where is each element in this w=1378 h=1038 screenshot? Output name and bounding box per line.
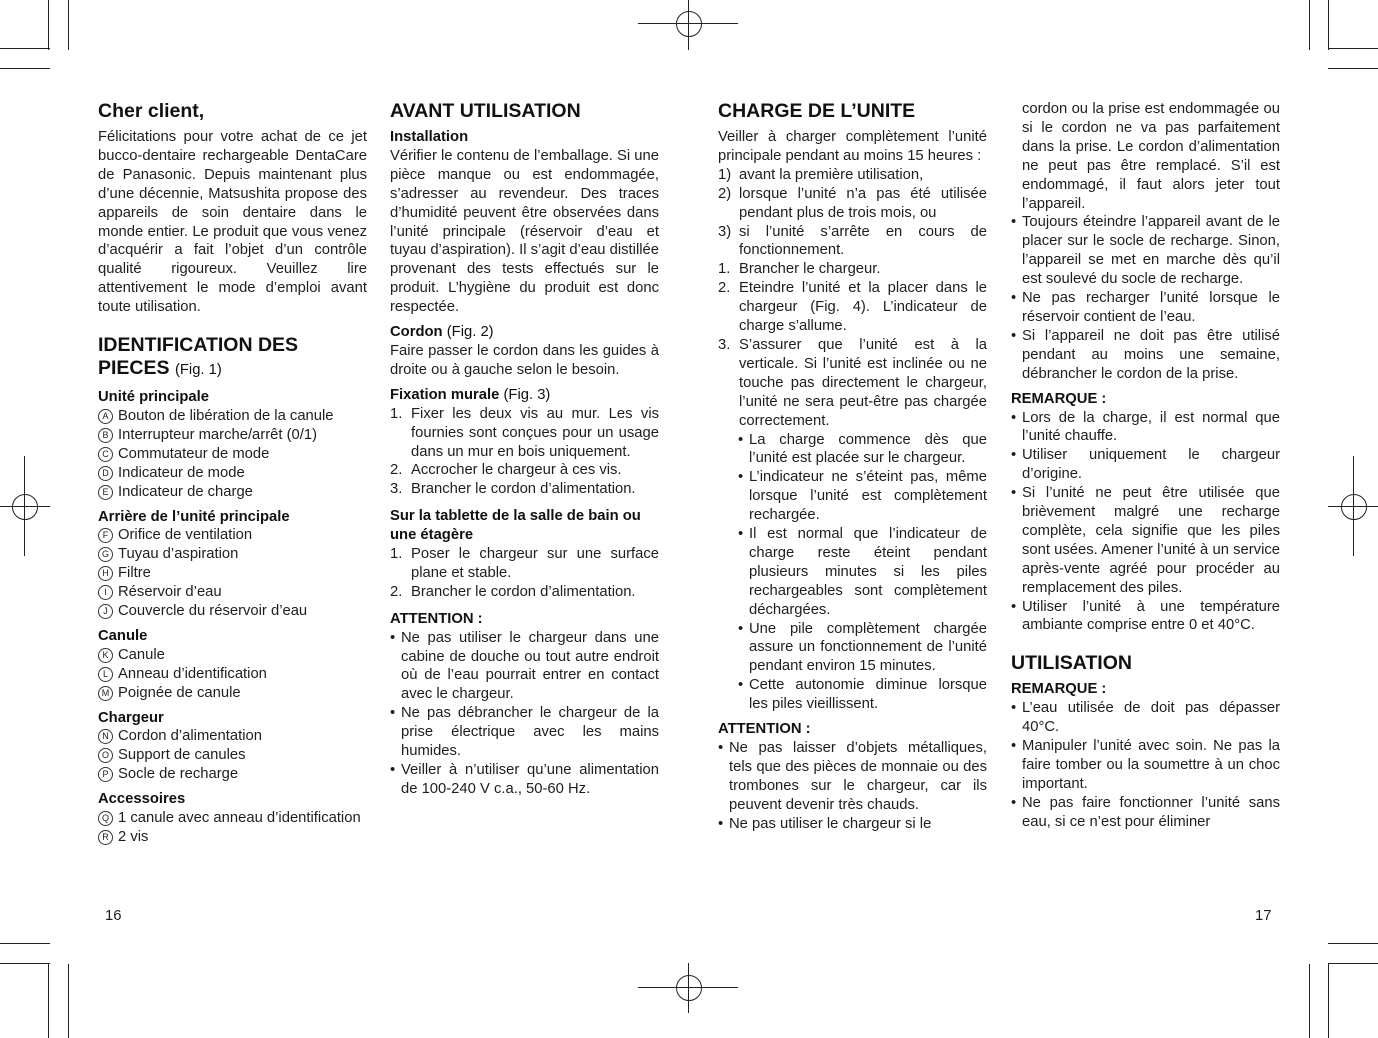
list-item: 3. S’assurer que l’unité est à la verticale. Si l’unité est inclinée ou ne touche pas directement le chargeur, l’unité ne sera peut-être pas chargée correctement. (718, 336, 987, 429)
column-2 (390, 100, 659, 799)
continued-paragraph: cordon ou la prise est endommagée ou si le cordon ne va pas parfaitement dans la prise. Le cordon d’alimentation ne peut pas être remplacé. S’il est endommagé, il faut alors jeter tout l’appareil. (1022, 101, 1280, 212)
charge-paragraph: Veiller à charger complètement l’unité principale pendant au moins 15 heures : (718, 129, 987, 164)
list-item: • Une pile complètement chargée assure un fonctionnement de l’unité pendant environ 15 minutes. (738, 620, 987, 675)
list-item: 2. Brancher le cordon d’alimentation. (390, 583, 636, 600)
part-m: M Poignée de canule (98, 684, 367, 703)
list-item: • Toujours éteindre l’appareil avant de le placer sur le socle de recharge. Sinon, l’appareil se met en marche dès qu’il est soulevé du socle de recharge. (1011, 214, 1280, 288)
subheading-fixation-murale: Fixation murale (Fig. 3) (390, 386, 551, 403)
part-p: P Socle de recharge (98, 765, 367, 784)
part-l: L Anneau d’identification (98, 665, 367, 684)
list-item: • Ne pas recharger l’unité lorsque le réservoir contient de l’eau. (1011, 290, 1280, 325)
list-item: • Ne pas débrancher le chargeur de la prise électrique avec les mains humides. (390, 705, 659, 760)
subheading-chargeur: Chargeur (98, 709, 164, 726)
list-item: 2. Accrocher le chargeur à ces vis. (390, 462, 622, 479)
list-item: 3) si l’unité s’arrête en cours de fonctionnement. (718, 223, 987, 259)
part-q: Q 1 canule avec anneau d’identification (98, 809, 367, 828)
list-item: • Ne pas utiliser le chargeur dans une cabine de douche ou tout autre endroit où de l’eau pourrait entrer en contact avec le chargeur. (390, 629, 659, 703)
cordon-paragraph: Faire passer le cordon dans les guides à droite ou à gauche selon le besoin. (390, 342, 659, 378)
list-item: • Ne pas faire fonctionner l’unité sans eau, si ce n’est pour éliminer (1011, 794, 1280, 830)
part-j: J Couvercle du réservoir d’eau (98, 602, 367, 621)
list-item: • Manipuler l’unité avec soin. Ne pas la faire tomber ou la soumettre à un choc important. (1011, 738, 1280, 792)
part-c: C Commutateur de mode (98, 445, 367, 464)
list-item: 1. Brancher le chargeur. (718, 261, 881, 278)
part-o: O Support de canules (98, 746, 367, 765)
subheading-cordon: Cordon (Fig. 2) (390, 324, 494, 341)
installation-paragraph: Vérifier le contenu de l’emballage. Si une pièce manque ou est endommagée, s’adresser au revendeur. Des traces d’humidité peuvent être observées dans l’unité principale (réservoir d’eau et tuyau d’aspiration). Il s’agit d’eau distillée provenant des tests effectués sur le produit. L’hygiène du produit est donc respectée. (390, 147, 659, 316)
list-item: • Il est normal que l’indicateur de charge reste éteint pendant plusieurs minutes si les piles rechargeables sont complètement déchargées. (738, 526, 987, 618)
part-d: D Indicateur de mode (98, 464, 367, 483)
column-1 (98, 100, 367, 847)
subheading-attention: ATTENTION : (390, 610, 483, 627)
list-item: • Lors de la charge, il est normal que l’unité chauffe. (1011, 409, 1280, 445)
part-g: G Tuyau d’aspiration (98, 545, 367, 564)
page-number-right: 17 (1255, 908, 1272, 924)
list-item: 3. Brancher le cordon d’alimentation. (390, 481, 636, 498)
part-e: E Indicateur de charge (98, 483, 367, 502)
list-item: • Utiliser l’unité à une température ambiante comprise entre 0 et 40°C. (1011, 598, 1280, 634)
part-f: F Orifice de ventilation (98, 526, 367, 545)
list-item: • Ne pas utiliser le chargeur si le (718, 815, 932, 832)
subheading-canule: Canule (98, 627, 148, 644)
part-k: K Canule (98, 646, 367, 665)
subheading-arriere: Arrière de l’unité principale (98, 508, 290, 525)
heading-avant-utilisation: AVANT UTILISATION (390, 100, 581, 122)
heading-charge: CHARGE DE L’UNITE (718, 100, 916, 122)
list-item: 2) lorsque l’unité n’a pas été utilisée pendant plus de trois mois, ou (718, 185, 987, 221)
part-a: A Bouton de libération de la canule (98, 407, 367, 426)
intro-paragraph: Félicitations pour votre achat de ce jet bucco-dentaire rechargeable DentaCare de Panasonic. Depuis maintenant plus d’une décennie, Matsushita propose des appareils de soin dentaire dans le monde entier. Le produit que vous venez d’acquérir a fait l’objet d’un contrôle qualité rigoureux. Veuillez lire attentivement le mode d’emploi avant toute utilisation. (98, 129, 367, 316)
list-item: • L’indicateur ne s’éteint pas, même lorsque l’unité est complètement rechargée. (738, 469, 987, 524)
list-item: • Cette autonomie diminue lorsque les piles vieillissent. (738, 677, 987, 713)
subheading-attention-2: ATTENTION : (718, 721, 811, 738)
list-item: • L’eau utilisée de doit pas dépasser 40°C. (1011, 700, 1280, 736)
subheading-tablette: Sur la tablette de la salle de bain ou une étagère (390, 508, 641, 544)
list-item: • Ne pas laisser d’objets métalliques, tels que des pièces de monnaie ou des trombones sur le chargeur, car ils peuvent devenir très chauds. (718, 740, 987, 813)
list-item: • Si l’appareil ne doit pas être utilisé pendant au moins une semaine, débrancher le cordon de la prise. (1011, 327, 1280, 382)
list-item: 1. Poser le chargeur sur une surface plane et stable. (390, 546, 659, 581)
list-item: 2. Eteindre l’unité et la placer dans le chargeur (Fig. 4). L’indicateur de charge s’allume. (718, 280, 987, 335)
subheading-accessoires: Accessoires (98, 791, 186, 808)
heading-cher-client: Cher client, (98, 100, 205, 122)
list-item: • La charge commence dès que l’unité est placée sur le chargeur. (738, 431, 987, 467)
list-item: • Utiliser uniquement le chargeur d’origine. (1011, 447, 1280, 483)
list-item: 1. Fixer les deux vis au mur. Les vis fournies sont conçues pour un usage dans un mur en bois uniquement. (390, 405, 659, 460)
column-4 (1011, 100, 1280, 832)
subheading-remarque-2: REMARQUE : (1011, 681, 1107, 698)
subheading-remarque: REMARQUE : (1011, 390, 1107, 407)
list-item: • Veiller à n’utiliser qu’une alimentation de 100-240 V c.a., 50-60 Hz. (390, 762, 659, 797)
page-number-left: 16 (105, 908, 122, 924)
list-item: • Si l’unité ne peut être utilisée que brièvement malgré une recharge complète, cela signifie que les piles sont usées. Amener l’unité à un service après-vente agréé pour procéder au remplacement des piles. (1011, 485, 1280, 596)
part-h: H Filtre (98, 564, 367, 583)
subheading-installation: Installation (390, 129, 469, 145)
part-b: B Interrupteur marche/arrêt (0/1) (98, 426, 367, 445)
column-3 (718, 100, 987, 834)
subheading-unite-principale: Unité principale (98, 389, 209, 406)
part-r: R 2 vis (98, 828, 367, 847)
heading-utilisation: UTILISATION (1011, 652, 1132, 675)
part-i: I Réservoir d’eau (98, 583, 367, 602)
heading-identification: IDENTIFICATION DES PIECES (Fig. 1) (98, 334, 299, 380)
list-item: 1) avant la première utilisation, (718, 166, 924, 183)
part-n: N Cordon d’alimentation (98, 727, 367, 746)
